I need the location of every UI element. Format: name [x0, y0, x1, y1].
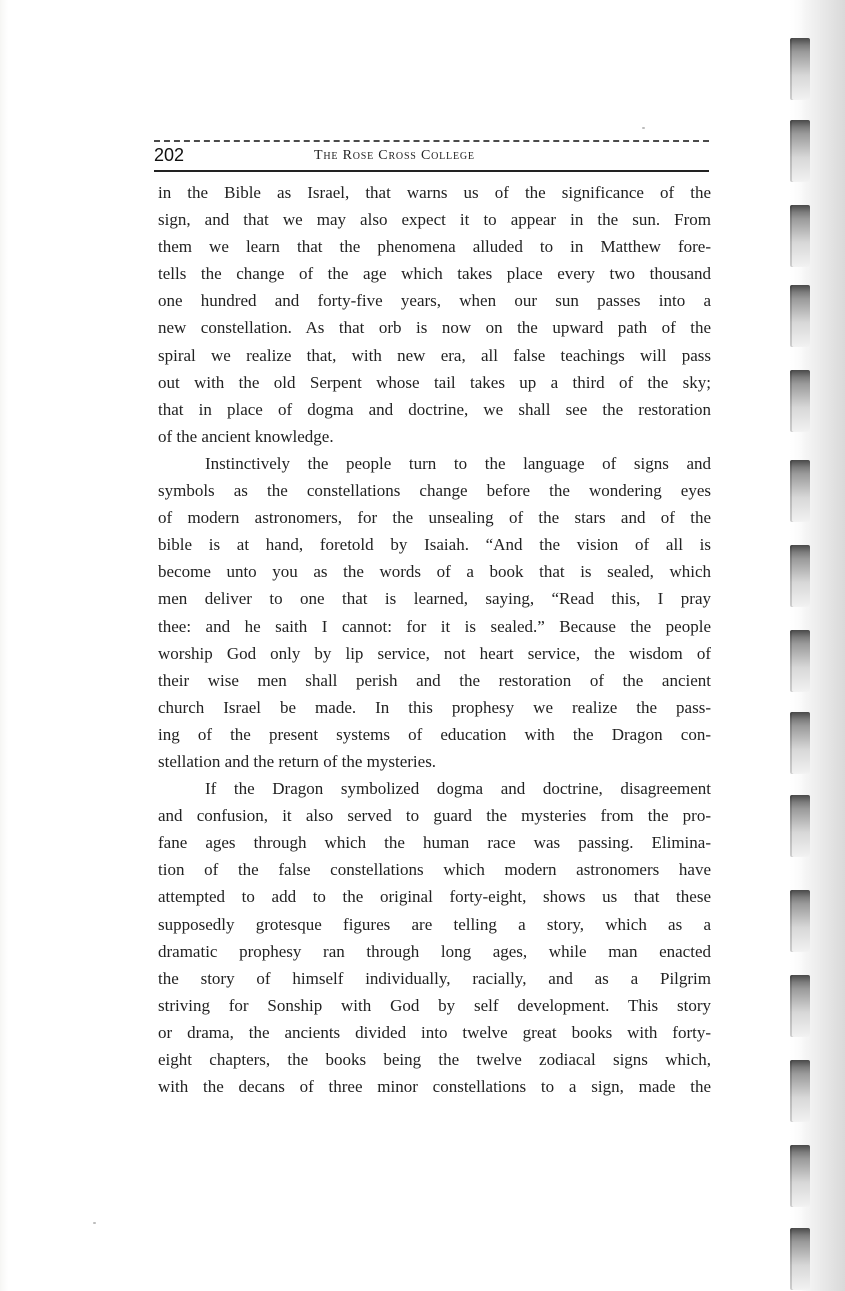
page-number: 202 [154, 145, 185, 165]
binding-tab-14 [790, 1145, 810, 1207]
binding-tab-10 [790, 795, 810, 857]
binding-tab-8 [790, 630, 810, 692]
binding-tab-2 [790, 120, 810, 182]
scan-speck [642, 127, 645, 129]
text-line: with the decans of three minor constellations to a sign, made the [158, 1077, 711, 1097]
paragraph-1 [158, 179, 711, 450]
text-line: dramatic prophesy ran through long ages, while man enacted [158, 941, 711, 961]
text-line: bible is at hand, foretold by Isaiah. “And the vision of all is [158, 535, 711, 555]
text-line: their wise men shall perish and the restoration of the ancient [158, 670, 711, 690]
text-line: and confusion, it also served to guard the mysteries from the pro- [158, 806, 711, 826]
text-line: worship God only by lip service, not heart service, the wisdom of [158, 643, 711, 663]
scan-speck [93, 1222, 96, 1224]
text-line: attempted to add to the original forty-eight, shows us that these [158, 887, 711, 907]
text-line: of modern astronomers, for the unsealing of the stars and of the [158, 508, 711, 528]
binding-tab-3 [790, 205, 810, 267]
binding-tab-11 [790, 890, 810, 952]
binding-tab-12 [790, 975, 810, 1037]
text-line: supposedly grotesque figures are telling a story, which as a [158, 914, 711, 934]
text-line: out with the old Serpent whose tail takes up a third of the sky; [158, 372, 711, 392]
text-line: one hundred and forty-five years, when our sun passes into a [158, 291, 711, 311]
text-line: ing of the present systems of education with the Dragon con- [158, 724, 711, 744]
running-title: The Rose Cross College [314, 148, 475, 163]
binding-tab-5 [790, 370, 810, 432]
text-line: sign, and that we may also expect it to appear in the sun. From [158, 210, 711, 230]
binding-tab-7 [790, 545, 810, 607]
text-line: or drama, the ancients divided into twelve great books with forty- [158, 1022, 711, 1042]
text-line: If the Dragon symbolized dogma and doctrine, disagreement [205, 779, 711, 799]
text-line: men deliver to one that is learned, saying, “Read this, I pray [158, 589, 711, 609]
paragraph-2 [158, 450, 711, 775]
text-line: them we learn that the phenomena alluded to in Matthew fore- [158, 237, 711, 257]
text-line: in the Bible as Israel, that warns us of the significance of the [158, 183, 711, 202]
paragraph-3 [158, 775, 711, 1100]
text-line: tells the change of the age which takes place every two thousand [158, 264, 711, 284]
text-line: thee: and he saith I cannot: for it is sealed.” Because the people [158, 616, 711, 636]
text-line: fane ages through which the human race was passing. Elimina- [158, 833, 711, 853]
text-line: the story of himself individually, racially, and as a Pilgrim [158, 968, 711, 988]
text-line: spiral we realize that, with new era, all false teachings will pass [158, 345, 711, 365]
text-line: striving for Sonship with God by self development. This story [158, 995, 711, 1015]
header-top-rule [154, 140, 709, 142]
body-text [158, 179, 711, 1100]
page-header [154, 140, 709, 174]
text-line: tion of the false constellations which modern astronomers have [158, 860, 711, 880]
text-line: new constellation. As that orb is now on the upward path of the [158, 318, 711, 338]
binding-tab-9 [790, 712, 810, 774]
binding-tab-13 [790, 1060, 810, 1122]
text-line: Instinctively the people turn to the language of signs and [205, 453, 711, 473]
binding-tab-15 [790, 1228, 810, 1290]
text-line: eight chapters, the books being the twelve zodiacal signs which, [158, 1050, 711, 1069]
text-line: church Israel be made. In this prophesy we realize the pass- [158, 697, 711, 717]
text-line: become unto you as the words of a book that is sealed, which [158, 562, 711, 582]
binding-tab-1 [790, 38, 810, 100]
text-line: stellation and the return of the mysteries. [158, 751, 437, 771]
text-line: of the ancient knowledge. [158, 426, 334, 446]
header-bottom-rule [154, 170, 709, 172]
text-line: symbols as the constellations change before the wondering eyes [158, 481, 711, 501]
binding-tab-4 [790, 285, 810, 347]
text-line: that in place of dogma and doctrine, we shall see the restoration [158, 399, 711, 419]
binding-tab-6 [790, 460, 810, 522]
